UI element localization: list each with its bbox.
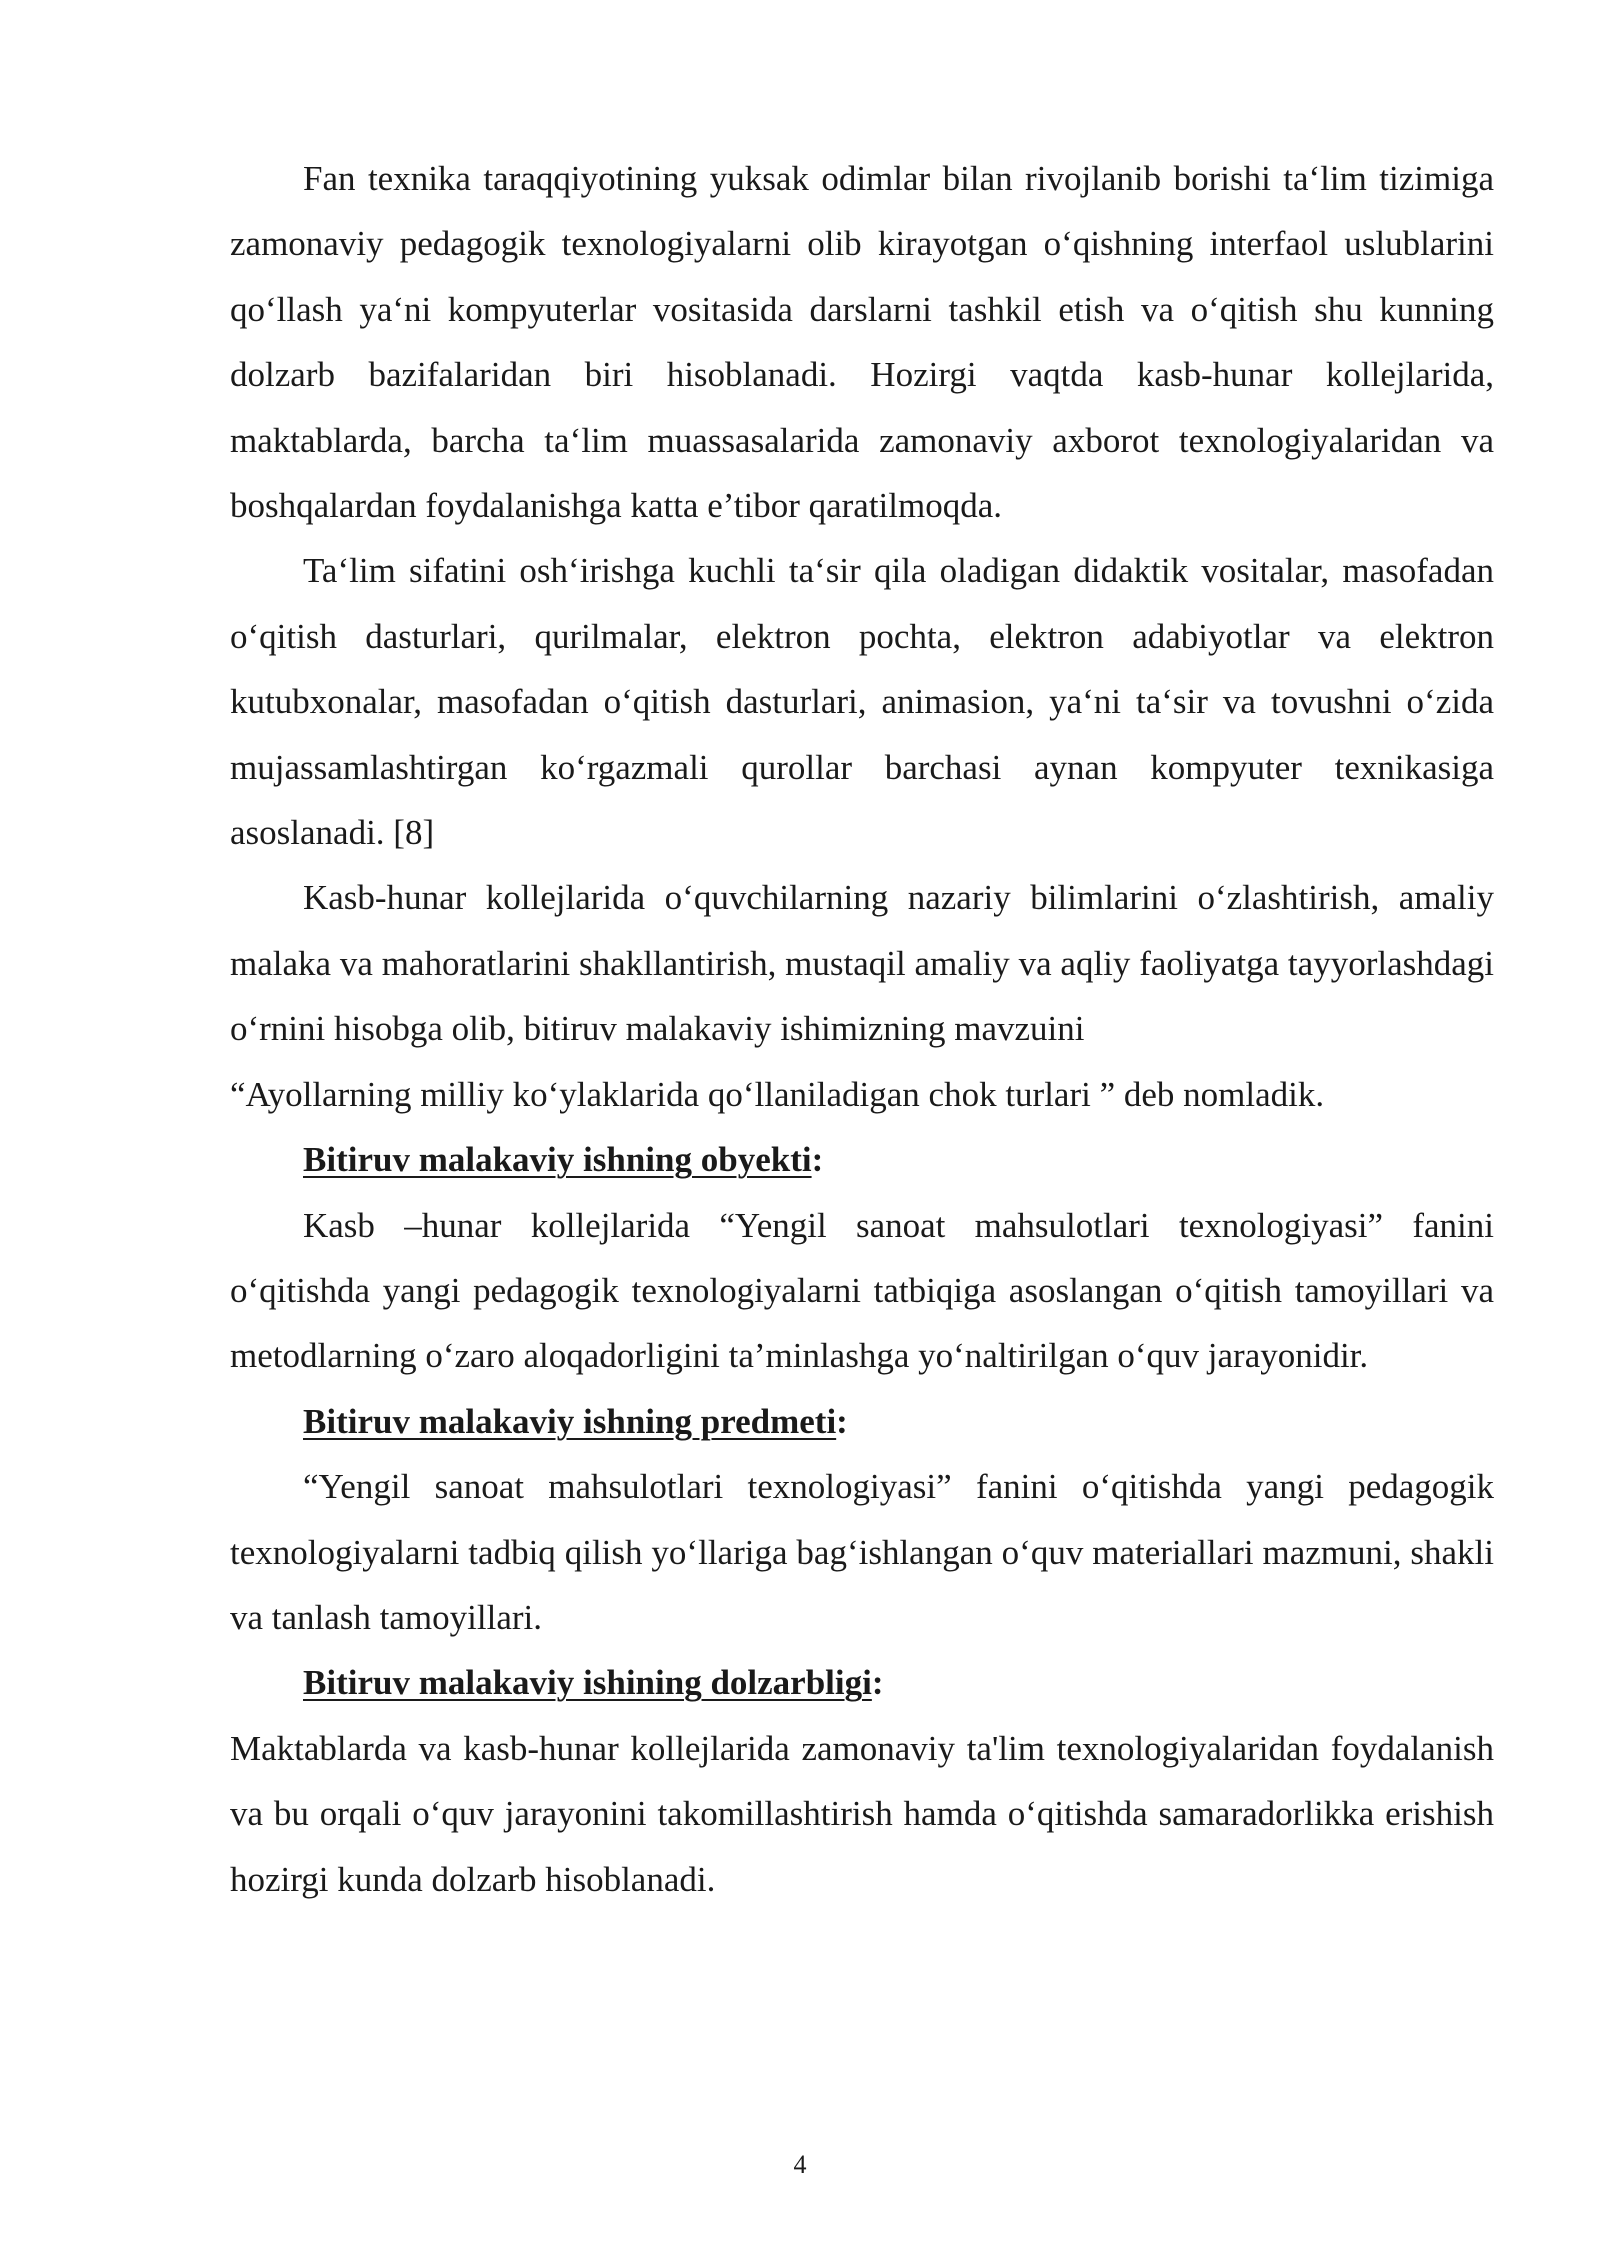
section-heading-object — [230, 1127, 1494, 1192]
section-heading-subject-colon: : — [836, 1401, 848, 1441]
section-body-relevance: Maktablarda va kasb-hunar kollejlarida zamonaviy ta'lim texnologiyalaridan foydalanish va bu orqali o‘quv jarayonini takomillashtirish hamda o‘qitishda samaradorlikka erishish hozirgi kunda dolzarb hisoblanadi. — [230, 1728, 1494, 1899]
intro-paragraph: Fan texnika taraqqiyotining yuksak odimlar bilan rivojlanib borishi ta‘lim tizimiga zamonaviy pedagogik texnologiyalarni olib kirayotgan o‘qishning interfaol uslublarini qo‘llash ya‘ni kompyuterlar vositasida darslarni tashkil etish va o‘qitish shu kunning dolzarb bazifalaridan biri hisoblanadi. Hozirgi vaqtda kasb-hunar kollejlarida, maktablarda, barcha ta‘lim muassasalarida zamonaviy axborot texnologiyalaridan va boshqalardan foydalanishga katta e’tibor qaratilmoqda. — [230, 159, 1494, 526]
topic-paragraph — [230, 865, 1494, 1127]
document-page — [230, 146, 1494, 1912]
section-body-object: Kasb –hunar kollejlarida “Yengil sanoat mahsulotlari texnologiyasi” fanini o‘qitishda yangi pedagogik texnologiyalarni tatbiqiga asoslangan o‘qitish tamoyillari va metodlarning o‘zaro aloqadorligini ta’minlashga yo‘naltirilgan o‘quv jarayonidir. — [230, 1205, 1494, 1376]
page-number: 4 — [793, 2150, 807, 2179]
section-heading-object-colon: : — [811, 1140, 824, 1180]
section-body-subject: “Yengil sanoat mahsulotlari texnologiyasi” fanini o‘qitishda yangi pedagogik texnologiyalarni tadbiq qilish yo‘llariga bag‘ishlangan o‘quv materiallari mazmuni, shakli va tanlash tamoyillari. — [230, 1467, 1494, 1637]
topic-title-line: “Ayollarning milliy ko‘ylaklarida qo‘llaniladigan chok turlari ” deb nomladik. — [230, 1074, 1325, 1114]
section-heading-subject-text: Bitiruv malakaviy ishning predmeti — [303, 1401, 837, 1441]
didactic-tools-paragraph: Ta‘lim sifatini osh‘irishga kuchli ta‘sir qila oladigan didaktik vositalar, masofadan o‘qitish dasturlari, qurilmalar, elektron pochta, elektron adabiyotlar va elektron kutubxonalar, masofadan o‘qitish dasturlari, animasion, ya‘ni ta‘sir va tovushni o‘zida mujassamlashtirgan ko‘rgazmali qurollar barchasi aynan kompyuter texnikasiga asoslanadi. [8] — [230, 551, 1494, 853]
section-heading-relevance-colon: : — [871, 1663, 884, 1703]
section-heading-relevance — [230, 1650, 1494, 1715]
topic-paragraph-text: Kasb-hunar kollejlarida o‘quvchilarning nazariy bilimlarini o‘zlashtirish, amaliy malaka va mahoratlarini shakllantirish, mustaqil amaliy va aqliy faoliyatga tayyorlashdagi o‘rnini hisobga olib, bitiruv malakaviy ishimizning mavzuini — [230, 878, 1494, 1049]
section-heading-relevance-text: Bitiruv malakaviy ishining dolzarbligi — [303, 1663, 872, 1703]
section-heading-subject — [230, 1389, 1494, 1454]
section-heading-object-text: Bitiruv malakaviy ishning obyekti — [303, 1140, 812, 1180]
